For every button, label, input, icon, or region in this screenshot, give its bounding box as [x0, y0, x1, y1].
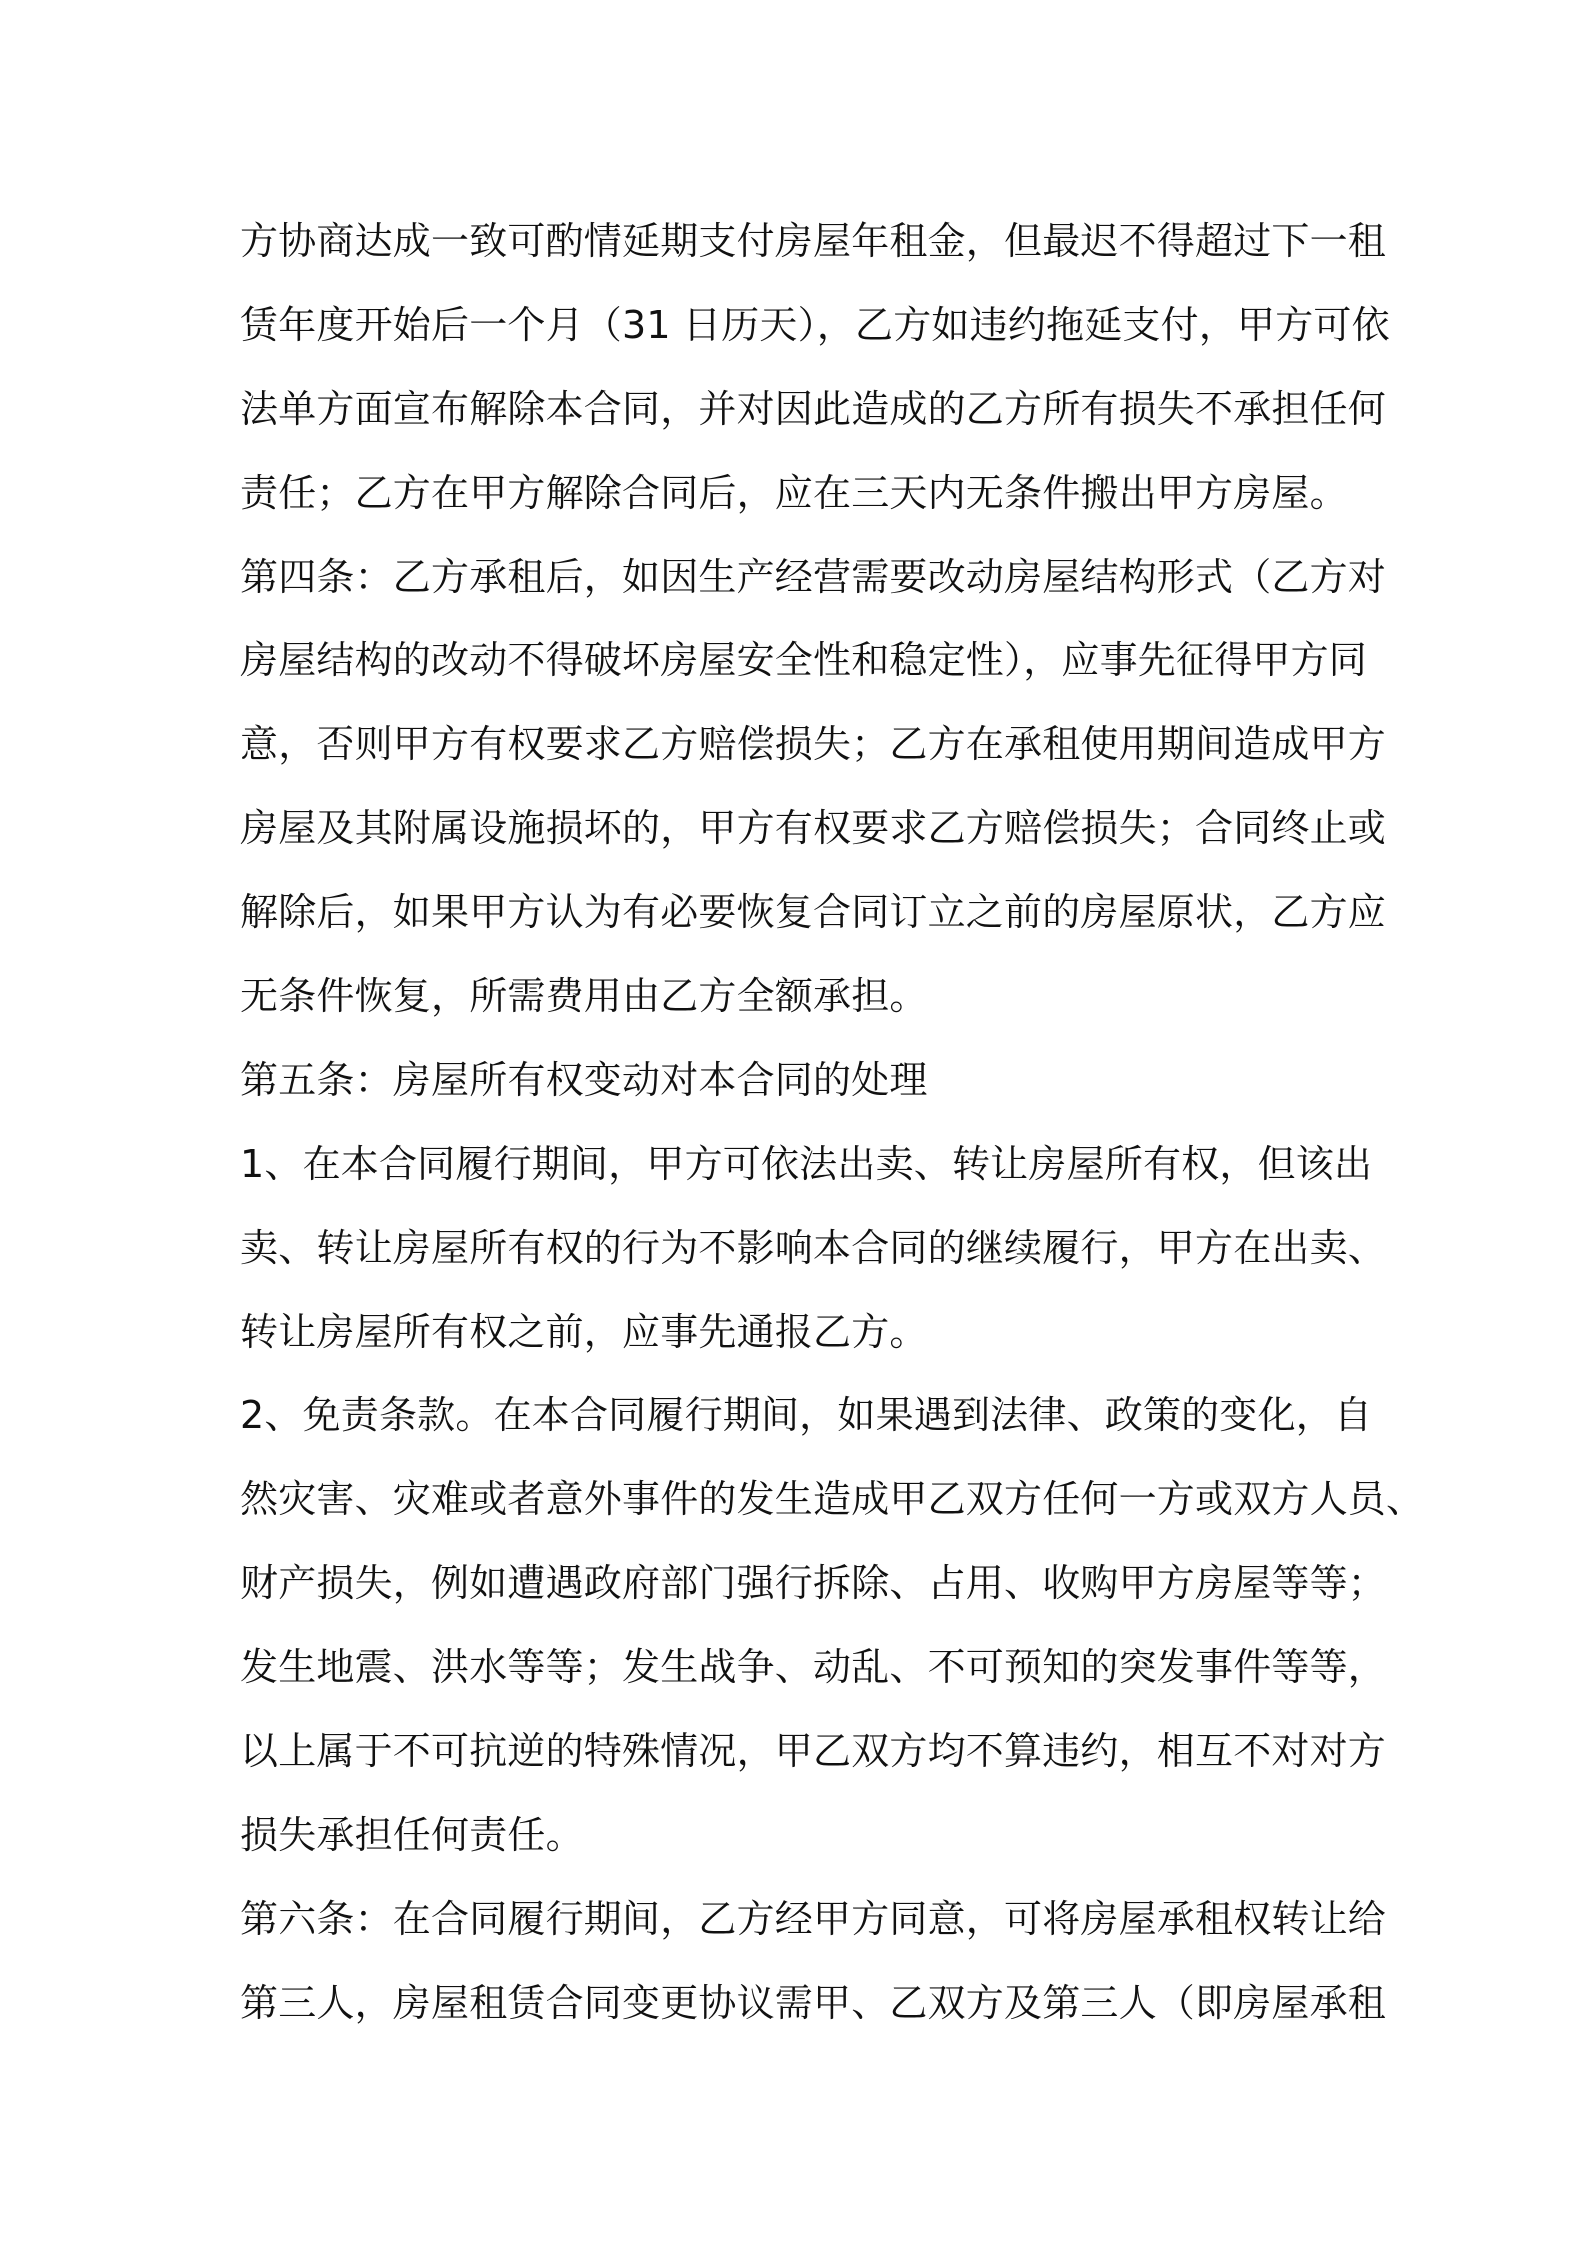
text-line: 赁年度开始后一个月（31 日历天），乙方如违约拖延支付，甲方可依	[240, 302, 1390, 347]
text-line: 方协商达成一致可酌情延期支付房屋年租金，但最迟不得超过下一租	[240, 219, 1387, 263]
article-5-heading: 第五条：房屋所有权变动对本合同的处理	[240, 1057, 928, 1102]
article-4-heading-line: 第四条：乙方承租后，如因生产经营需要改动房屋结构形式（乙方对	[240, 554, 1387, 599]
article-6-heading-line: 第六条：在合同履行期间，乙方经甲方同意，可将房屋承租权转让给	[240, 1896, 1387, 1941]
text-line: 转让房屋所有权之前，应事先通报乙方。	[240, 1309, 928, 1354]
text-line: 卖、转让房屋所有权的行为不影响本合同的继续履行，甲方在出卖、	[240, 1225, 1387, 1270]
text-line: 责任；乙方在甲方解除合同后，应在三天内无条件搬出甲方房屋。	[240, 470, 1348, 515]
text-line: 第三人，房屋租赁合同变更协议需甲、乙双方及第三人（即房屋承租	[240, 1980, 1387, 2025]
clause-2-line: 2、免责条款。在本合同履行期间，如果遇到法律、政策的变化，自	[240, 1393, 1373, 1438]
contract-text-body	[240, 200, 1425, 2046]
text-line: 房屋及其附属设施损坏的，甲方有权要求乙方赔偿损失；合同终止或	[240, 806, 1387, 851]
text-line: 财产损失，例如遭遇政府部门强行拆除、占用、收购甲方房屋等等；	[240, 1561, 1387, 1606]
text-line: 解除后，如果甲方认为有必要恢复合同订立之前的房屋原状，乙方应	[240, 890, 1387, 935]
text-line: 然灾害、灾难或者意外事件的发生造成甲乙双方任何一方或双方人员、	[240, 1477, 1425, 1522]
text-line: 房屋结构的改动不得破坏房屋安全性和稳定性），应事先征得甲方同	[240, 638, 1368, 683]
text-line: 法单方面宣布解除本合同，并对因此造成的乙方所有损失不承担任何	[240, 386, 1387, 431]
text-line: 以上属于不可抗逆的特殊情况，甲乙双方均不算违约，相互不对对方	[240, 1729, 1387, 1774]
text-line: 无条件恢复，所需费用由乙方全额承担。	[240, 974, 928, 1019]
clause-1-line: 1、在本合同履行期间，甲方可依法出卖、转让房屋所有权，但该出	[240, 1141, 1373, 1186]
text-line: 发生地震、洪水等等；发生战争、动乱、不可预知的突发事件等等，	[240, 1645, 1387, 1690]
text-line: 损失承担任何责任。	[240, 1812, 584, 1857]
text-line: 意，否则甲方有权要求乙方赔偿损失；乙方在承租使用期间造成甲方	[240, 722, 1387, 767]
